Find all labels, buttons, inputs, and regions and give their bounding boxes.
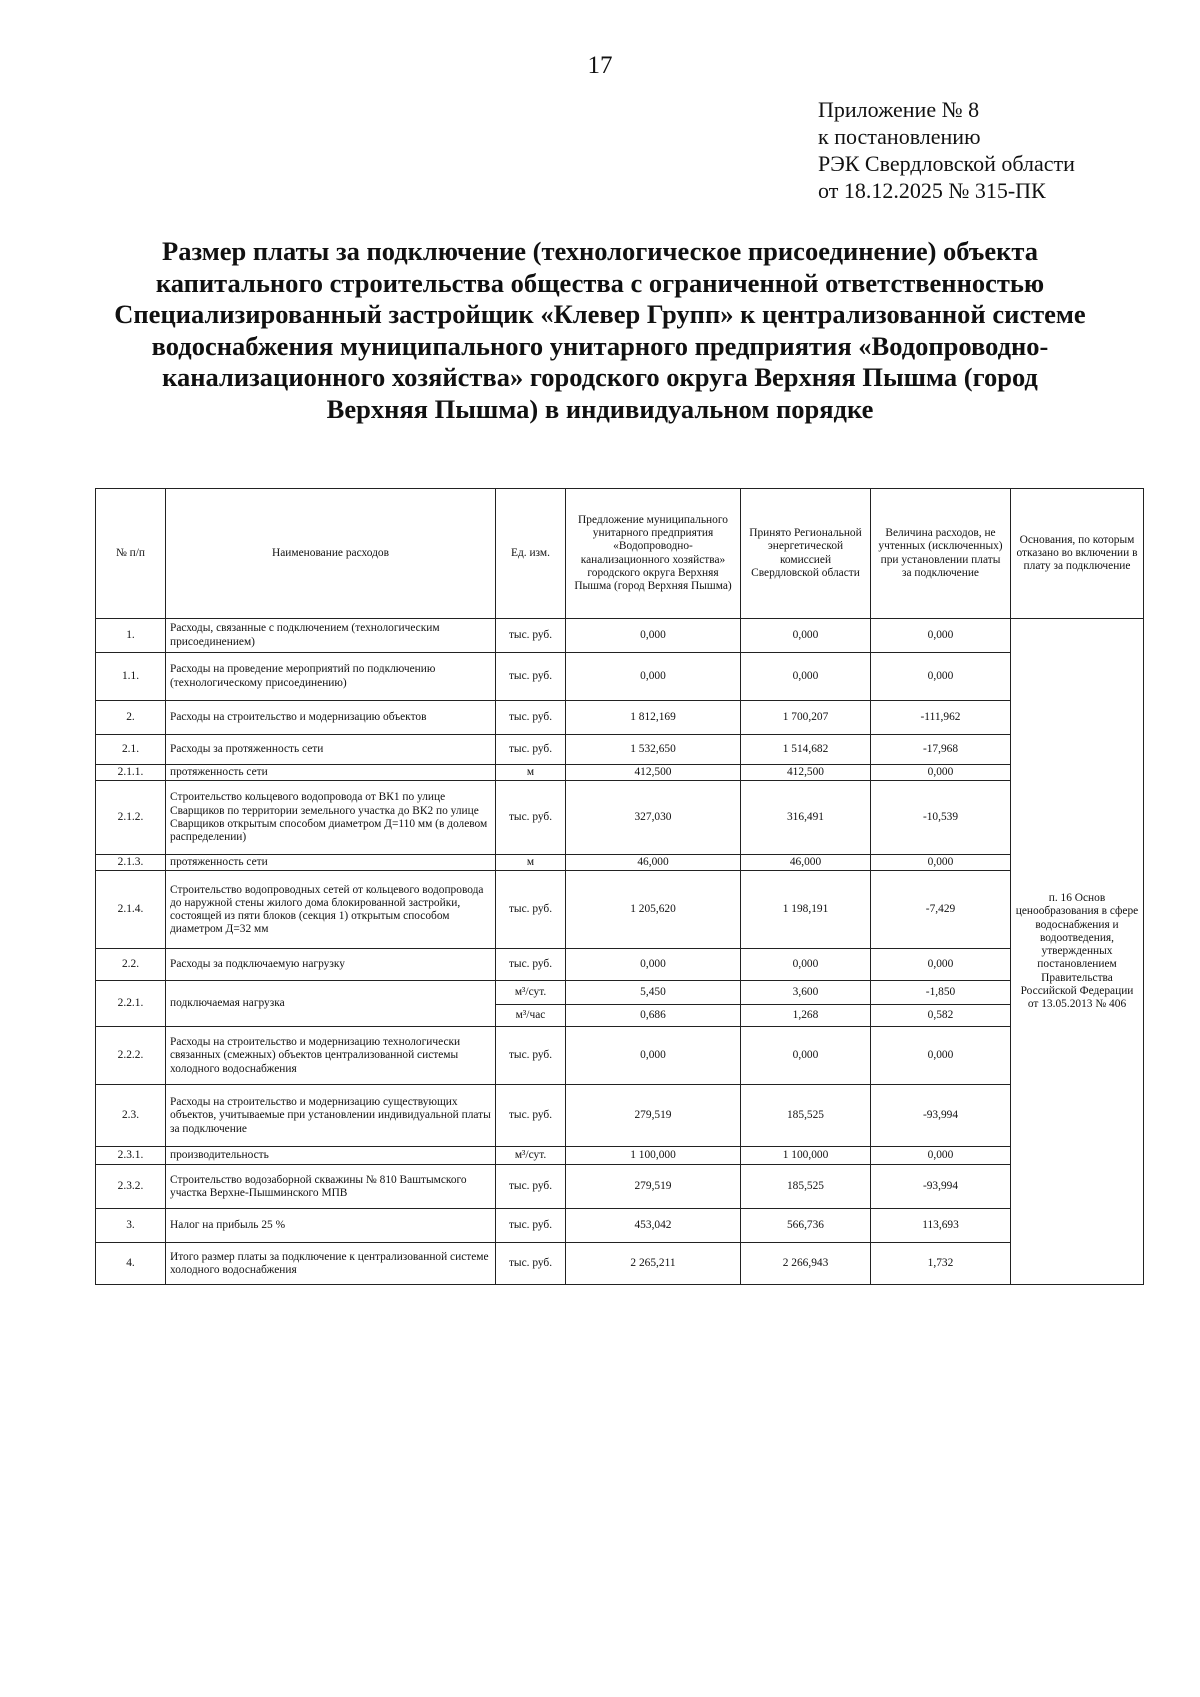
header-accepted: Принято Региональной энергетической комиссией Свердловской области — [741, 489, 871, 619]
table-row — [96, 855, 1144, 871]
row-diff-cell: -1,850 — [871, 981, 1011, 1005]
table-row — [96, 619, 1144, 653]
row-accepted-cell: 0,000 — [741, 949, 871, 981]
table-row — [96, 735, 1144, 765]
row-diff-cell: 113,693 — [871, 1209, 1011, 1243]
row-proposal-cell: 0,000 — [566, 653, 741, 701]
table-row — [96, 1243, 1144, 1285]
title-line: канализационного хозяйства» городского округа Верхняя Пышма (город — [162, 362, 1038, 392]
row-num-cell: 2.1.1. — [96, 765, 166, 781]
row-diff-cell: -17,968 — [871, 735, 1011, 765]
row-diff-cell: 1,732 — [871, 1243, 1011, 1285]
table-row — [96, 1147, 1144, 1165]
row-unit-cell: тыс. руб. — [496, 949, 566, 981]
row-proposal-cell: 0,000 — [566, 1027, 741, 1085]
row-diff-cell: 0,000 — [871, 855, 1011, 871]
row-proposal-cell: 327,030 — [566, 781, 741, 855]
row-accepted-cell: 1,268 — [741, 1005, 871, 1027]
row-diff-cell: -7,429 — [871, 871, 1011, 949]
row-proposal-cell: 453,042 — [566, 1209, 741, 1243]
row-proposal-cell: 2 265,211 — [566, 1243, 741, 1285]
row-proposal-cell: 1 812,169 — [566, 701, 741, 735]
row-name-cell: Расходы на проведение мероприятий по подключению (технологическому присоединению) — [166, 653, 496, 701]
row-name-cell: протяженность сети — [166, 765, 496, 781]
row-name-cell: Итого размер платы за подключение к централизованной системе холодного водоснабжения — [166, 1243, 496, 1285]
row-name-cell: Строительство водозаборной скважины № 810 Ваштымского участка Верхне-Пышминского МПВ — [166, 1165, 496, 1209]
page-number: 17 — [587, 52, 613, 79]
table-header — [96, 489, 1144, 619]
row-accepted-cell: 46,000 — [741, 855, 871, 871]
row-diff-cell: 0,582 — [871, 1005, 1011, 1027]
row-diff-cell: 0,000 — [871, 765, 1011, 781]
row-num-cell: 2. — [96, 701, 166, 735]
table-row — [96, 781, 1144, 855]
table-body — [96, 619, 1144, 1285]
row-accepted-cell: 0,000 — [741, 1027, 871, 1085]
row-diff-cell: 0,000 — [871, 1147, 1011, 1165]
row-name-cell: производительность — [166, 1147, 496, 1165]
row-diff-cell: 0,000 — [871, 1027, 1011, 1085]
row-proposal-cell: 279,519 — [566, 1165, 741, 1209]
row-name-cell: Расходы, связанные с подключением (технологическим присоединением) — [166, 619, 496, 653]
row-num-cell: 2.1.2. — [96, 781, 166, 855]
row-num-cell: 2.2. — [96, 949, 166, 981]
row-num-cell: 2.1. — [96, 735, 166, 765]
row-accepted-cell: 566,736 — [741, 1209, 871, 1243]
row-unit-cell: тыс. руб. — [496, 781, 566, 855]
title-line: Специализированный застройщик «Клевер Групп» к централизованной системе — [114, 299, 1086, 329]
row-unit-cell: м — [496, 765, 566, 781]
row-proposal-cell: 1 205,620 — [566, 871, 741, 949]
document-title — [100, 236, 1100, 425]
table-row — [96, 1085, 1144, 1147]
row-num-cell: 2.3.2. — [96, 1165, 166, 1209]
row-num-cell: 2.2.2. — [96, 1027, 166, 1085]
row-accepted-cell: 0,000 — [741, 619, 871, 653]
row-proposal-cell: 0,000 — [566, 619, 741, 653]
row-proposal-cell: 0,686 — [566, 1005, 741, 1027]
table-row — [96, 701, 1144, 735]
appendix-block — [818, 96, 1075, 204]
row-num-cell: 2.1.3. — [96, 855, 166, 871]
row-unit-cell: тыс. руб. — [496, 871, 566, 949]
row-unit-cell: тыс. руб. — [496, 1243, 566, 1285]
row-unit-cell: тыс. руб. — [496, 1209, 566, 1243]
table-row — [96, 1027, 1144, 1085]
row-diff-cell: 0,000 — [871, 949, 1011, 981]
row-proposal-cell: 0,000 — [566, 949, 741, 981]
row-proposal-cell: 1 100,000 — [566, 1147, 741, 1165]
row-diff-cell: -93,994 — [871, 1085, 1011, 1147]
header-num: № п/п — [96, 489, 166, 619]
row-unit-cell: тыс. руб. — [496, 619, 566, 653]
header-unit: Ед. изм. — [496, 489, 566, 619]
row-accepted-cell: 1 514,682 — [741, 735, 871, 765]
row-num-cell: 1.1. — [96, 653, 166, 701]
row-name-cell: подключаемая нагрузка — [166, 981, 496, 1027]
row-name-cell: Расходы на строительство и модернизацию технологически связанных (смежных) объектов централизованной системы холодного водоснабжения — [166, 1027, 496, 1085]
header-proposal: Предложение муниципального унитарного предприятия «Водопроводно-канализационного хозяйства» городского округа Верхняя Пышма (город Верхняя Пышма) — [566, 489, 741, 619]
table-row — [96, 1209, 1144, 1243]
row-num-cell: 2.2.1. — [96, 981, 166, 1027]
row-proposal-cell: 5,450 — [566, 981, 741, 1005]
row-unit-cell: м — [496, 855, 566, 871]
row-proposal-cell: 412,500 — [566, 765, 741, 781]
row-num-cell: 4. — [96, 1243, 166, 1285]
row-num-cell: 3. — [96, 1209, 166, 1243]
table-row — [96, 653, 1144, 701]
row-name-cell: Расходы за протяженность сети — [166, 735, 496, 765]
row-diff-cell: -10,539 — [871, 781, 1011, 855]
header-name: Наименование расходов — [166, 489, 496, 619]
row-accepted-cell: 1 198,191 — [741, 871, 871, 949]
row-unit-cell: тыс. руб. — [496, 1085, 566, 1147]
row-diff-cell: -93,994 — [871, 1165, 1011, 1209]
row-num-cell: 1. — [96, 619, 166, 653]
header-basis: Основания, по которым отказано во включении в плату за подключение — [1011, 489, 1144, 619]
row-diff-cell: 0,000 — [871, 619, 1011, 653]
title-line: капитального строительства общества с ограниченной ответственностью — [155, 267, 1045, 298]
row-accepted-cell: 3,600 — [741, 981, 871, 1005]
row-proposal-cell: 279,519 — [566, 1085, 741, 1147]
table-row — [96, 765, 1144, 781]
row-unit-cell: м³/сут. — [496, 1147, 566, 1165]
row-unit-cell: м³/сут. — [496, 981, 566, 1005]
row-name-cell: Налог на прибыль 25 % — [166, 1209, 496, 1243]
row-unit-cell: тыс. руб. — [496, 701, 566, 735]
row-accepted-cell: 185,525 — [741, 1165, 871, 1209]
row-num-cell: 2.3.1. — [96, 1147, 166, 1165]
appendix-line: от 18.12.2025 № 315-ПК — [818, 178, 1046, 203]
row-num-cell: 2.1.4. — [96, 871, 166, 949]
row-accepted-cell: 316,491 — [741, 781, 871, 855]
fee-table — [95, 488, 1144, 1285]
table-row — [96, 871, 1144, 949]
row-unit-cell: тыс. руб. — [496, 735, 566, 765]
row-diff-cell: 0,000 — [871, 653, 1011, 701]
row-name-cell: протяженность сети — [166, 855, 496, 871]
row-unit-cell: тыс. руб. — [496, 1027, 566, 1085]
row-name-cell: Строительство водопроводных сетей от кольцевого водопровода до наружной стены жилого дома блокированной застройки, состоящей из пяти блоков (секция 1) открытым способом диаметром Д=32 мм — [166, 871, 496, 949]
title-line: Размер платы за подключение (технологическое присоединение) объекта — [162, 236, 1038, 266]
row-proposal-cell: 1 532,650 — [566, 735, 741, 765]
row-name-cell: Расходы на строительство и модернизацию существующих объектов, учитываемые при установлении индивидуальной платы за подключение — [166, 1085, 496, 1147]
row-name-cell: Расходы за подключаемую нагрузку — [166, 949, 496, 981]
row-accepted-cell: 185,525 — [741, 1085, 871, 1147]
row-unit-cell: тыс. руб. — [496, 653, 566, 701]
title-line: Верхняя Пышма) в индивидуальном порядке — [326, 393, 874, 424]
row-unit-cell: тыс. руб. — [496, 1165, 566, 1209]
appendix-line: РЭК Свердловской области — [818, 151, 1075, 176]
title-line: водоснабжения муниципального унитарного предприятия «Водопроводно- — [151, 330, 1049, 361]
table-row — [96, 949, 1144, 981]
row-diff-cell: -111,962 — [871, 701, 1011, 735]
table-row — [96, 981, 1144, 1005]
row-accepted-cell: 0,000 — [741, 653, 871, 701]
basis-cell: п. 16 Основ ценообразования в сфере водоснабжения и водоотведения, утвержденных постановлением Правительства Российской Федерации от 13.05.2013 № 406 — [1011, 619, 1144, 1285]
row-accepted-cell: 1 100,000 — [741, 1147, 871, 1165]
header-diff: Величина расходов, не учтенных (исключенных) при установлении платы за подключение — [871, 489, 1011, 619]
row-accepted-cell: 412,500 — [741, 765, 871, 781]
row-name-cell: Расходы на строительство и модернизацию объектов — [166, 701, 496, 735]
row-proposal-cell: 46,000 — [566, 855, 741, 871]
row-accepted-cell: 1 700,207 — [741, 701, 871, 735]
row-accepted-cell: 2 266,943 — [741, 1243, 871, 1285]
appendix-line: Приложение № 8 — [818, 97, 980, 122]
row-name-cell: Строительство кольцевого водопровода от ВК1 по улице Сварщиков по территории земельного участка до ВК2 по улице Сварщиков открытым способом диаметром Д=110 мм (в долевом распределении) — [166, 781, 496, 855]
table-row — [96, 1165, 1144, 1209]
row-unit-cell: м³/час — [496, 1005, 566, 1027]
appendix-line: к постановлению — [818, 124, 981, 149]
row-num-cell: 2.3. — [96, 1085, 166, 1147]
